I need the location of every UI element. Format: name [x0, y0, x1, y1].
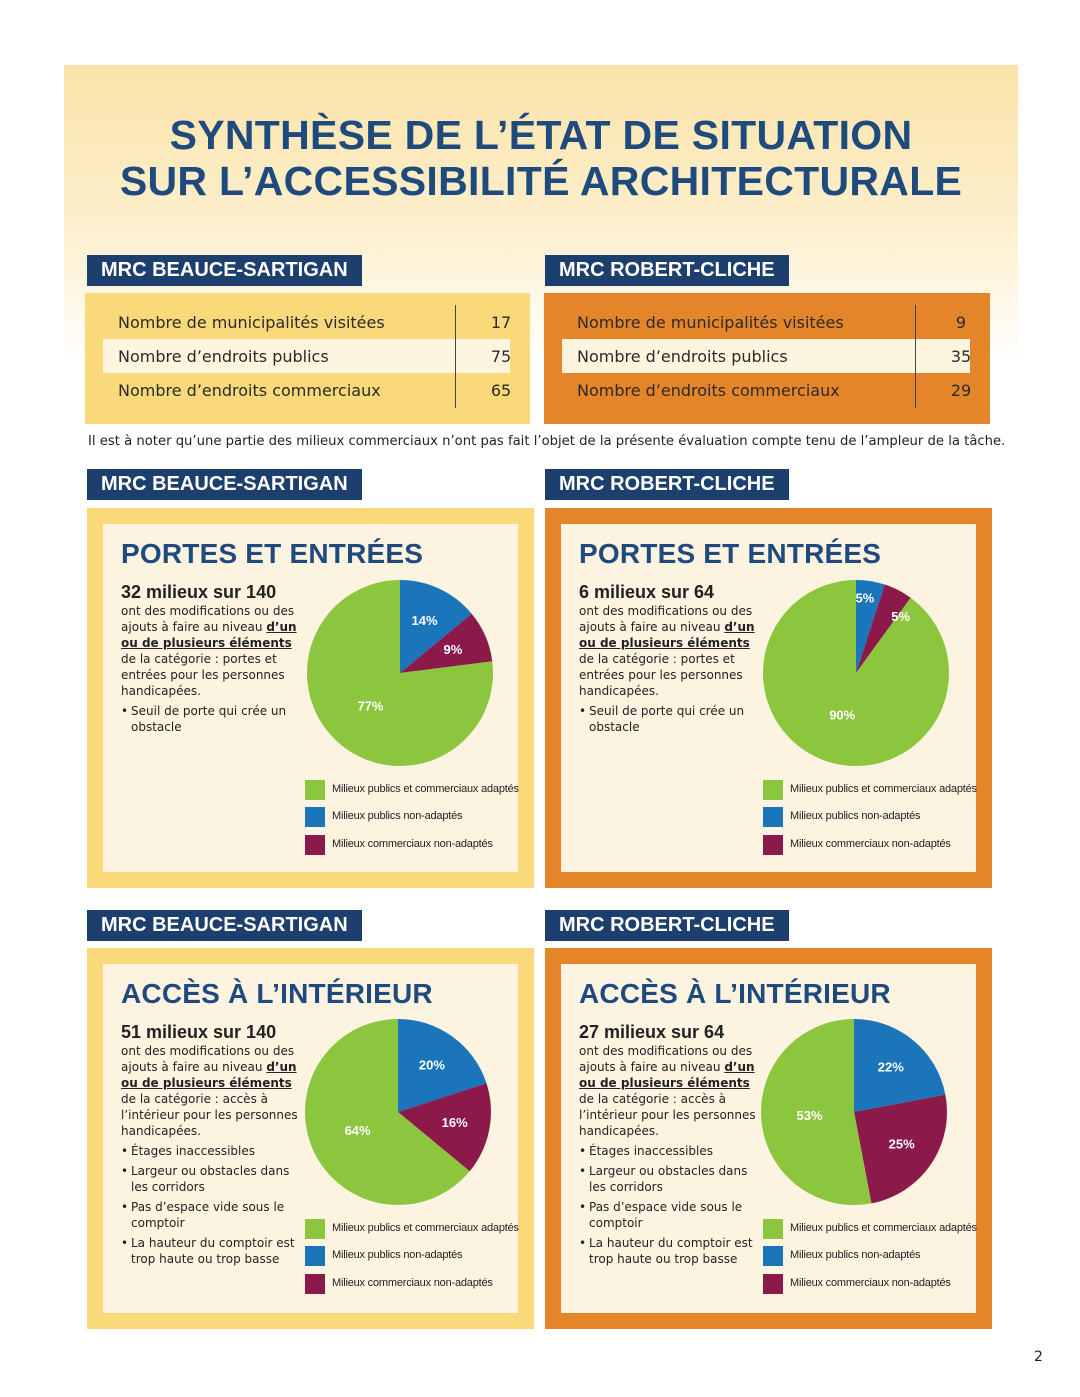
- mrc-robert-tag: MRC ROBERT-CLICHE: [545, 910, 789, 941]
- description: [121, 1043, 306, 1271]
- legend-swatch: [305, 780, 325, 800]
- pie-slice-adapted: [763, 580, 949, 766]
- pie-chart: [759, 1017, 949, 1207]
- panel-acces-robert: [545, 948, 992, 1329]
- pie-label-commercial-non: 25%: [888, 1136, 915, 1152]
- legend-swatch: [305, 1219, 325, 1239]
- legend-swatch: [305, 835, 325, 855]
- bullet-item: • Pas d’espace vide sous le comptoir: [121, 1199, 306, 1231]
- mrc-beauce-tag: MRC BEAUCE-SARTIGAN: [87, 469, 362, 500]
- bullet-item: • Largeur ou obstacles dans les corridors: [121, 1163, 306, 1195]
- panel-inner: [103, 964, 518, 1313]
- description: [121, 603, 306, 739]
- desc-text: de la catégorie : portes et entrées pour les personnes handicapées.: [121, 652, 285, 698]
- stats-robert: [544, 293, 990, 424]
- legend-label: Milieux commerciaux non-adaptés: [332, 838, 493, 850]
- divider: [915, 305, 916, 408]
- stat-label: Nombre d’endroits commerciaux: [577, 381, 840, 400]
- desc-emphasis: d’un ou de plusieurs éléments: [121, 620, 297, 650]
- pie-label-public-non: 22%: [877, 1059, 904, 1075]
- desc-emphasis: d’un ou de plusieurs éléments: [121, 1060, 297, 1090]
- bullet-item: • Étages inaccessibles: [579, 1143, 764, 1159]
- pie-chart: [303, 1017, 493, 1207]
- stat-label: Nombre d’endroits commerciaux: [118, 381, 381, 400]
- legend-swatch: [763, 835, 783, 855]
- legend-label: Milieux publics et commerciaux adaptés: [790, 783, 977, 795]
- pie-label-adapted: 64%: [344, 1123, 371, 1139]
- legend-label: Milieux commerciaux non-adaptés: [790, 1277, 951, 1289]
- stat-value: 75: [490, 347, 512, 366]
- mrc-beauce-tag: MRC BEAUCE-SARTIGAN: [87, 910, 362, 941]
- stat-label: Nombre de municipalités visitées: [118, 313, 385, 332]
- pie-label-public-non: 14%: [411, 612, 438, 628]
- title-line-2: SUR L’ACCESSIBILITÉ ARCHITECTURALE: [119, 158, 963, 204]
- count-headline: 51 milieux sur 140: [121, 1022, 277, 1042]
- pie-label-commercial-non: 5%: [891, 609, 911, 625]
- stat-row-commercial: [103, 373, 510, 407]
- bullet-item: • Seuil de porte qui crée un obstacle: [579, 703, 764, 735]
- bullet-list: [121, 1143, 306, 1267]
- stat-label: Nombre d’endroits publics: [118, 347, 329, 366]
- count-headline: 32 milieux sur 140: [121, 582, 277, 602]
- desc-text: de la catégorie : portes et entrées pour les personnes handicapées.: [579, 652, 743, 698]
- mrc-robert-tag: MRC ROBERT-CLICHE: [545, 255, 789, 286]
- stat-row-public: [103, 339, 510, 373]
- legend-swatch: [763, 780, 783, 800]
- stat-value: 65: [490, 381, 512, 400]
- mrc-robert-tag: MRC ROBERT-CLICHE: [545, 469, 789, 500]
- pie-label-adapted: 90%: [829, 707, 856, 723]
- page-title: [64, 112, 1018, 204]
- section-title: ACCÈS À L’INTÉRIEUR: [121, 978, 433, 1009]
- stat-label: Nombre de municipalités visitées: [577, 313, 844, 332]
- stat-row-commercial: [562, 373, 970, 407]
- legend-swatch: [763, 807, 783, 827]
- pie-label-adapted: 77%: [357, 698, 384, 714]
- bullet-item: • Largeur ou obstacles dans les corridors: [579, 1163, 764, 1195]
- bullet-item: • La hauteur du comptoir est trop haute ou trop basse: [121, 1235, 306, 1267]
- stat-value: 29: [950, 381, 972, 400]
- stat-row-municipalities: [103, 305, 510, 339]
- desc-text: de la catégorie : accès à l’intérieur pour les personnes handicapées.: [121, 1092, 298, 1138]
- bullet-item: • Étages inaccessibles: [121, 1143, 306, 1159]
- footnote: Il est à noter qu’une partie des milieux commerciaux n’ont pas fait l’objet de la présente évaluation compte tenu de l’ampleur de la tâche.: [88, 434, 1006, 449]
- stats-beauce: [85, 293, 530, 424]
- bullet-list: [579, 703, 764, 735]
- panel-acces-beauce: [87, 948, 534, 1329]
- desc-text: ont des modifications ou des ajouts à faire au niveau: [121, 604, 295, 634]
- mrc-beauce-tag: MRC BEAUCE-SARTIGAN: [87, 255, 362, 286]
- legend-swatch: [763, 1219, 783, 1239]
- legend-label: Milieux publics non-adaptés: [332, 1249, 463, 1261]
- legend-swatch: [305, 807, 325, 827]
- desc-emphasis: d’un ou de plusieurs éléments: [579, 1060, 755, 1090]
- legend-label: Milieux publics non-adaptés: [790, 1249, 921, 1261]
- desc-text: ont des modifications ou des ajouts à faire au niveau: [579, 604, 753, 634]
- legend-swatch: [763, 1246, 783, 1266]
- pie-chart: [761, 578, 951, 768]
- bullet-list: [579, 1143, 764, 1267]
- count-headline: 6 milieux sur 64: [579, 582, 715, 602]
- stat-value: 17: [490, 313, 512, 332]
- panel-inner: [561, 524, 976, 872]
- legend-label: Milieux publics non-adaptés: [790, 810, 921, 822]
- section-title: PORTES ET ENTRÉES: [579, 538, 882, 569]
- legend-swatch: [305, 1246, 325, 1266]
- legend-swatch: [763, 1274, 783, 1294]
- desc-text: de la catégorie : accès à l’intérieur pour les personnes handicapées.: [579, 1092, 756, 1138]
- stat-label: Nombre d’endroits publics: [577, 347, 788, 366]
- legend-label: Milieux commerciaux non-adaptés: [332, 1277, 493, 1289]
- bullet-item: • La hauteur du comptoir est trop haute ou trop basse: [579, 1235, 764, 1267]
- desc-text: ont des modifications ou des ajouts à faire au niveau: [579, 1044, 753, 1074]
- pie-label-public-non: 5%: [855, 590, 875, 606]
- legend-label: Milieux publics et commerciaux adaptés: [332, 1222, 519, 1234]
- stat-value: 35: [950, 347, 972, 366]
- count-headline: 27 milieux sur 64: [579, 1022, 725, 1042]
- stat-value: 9: [955, 313, 967, 332]
- panel-inner: [103, 524, 518, 872]
- pie-label-commercial-non: 9%: [443, 642, 463, 658]
- stat-row-public: [562, 339, 970, 373]
- legend-label: Milieux publics et commerciaux adaptés: [790, 1222, 977, 1234]
- page-number: 2: [1034, 1349, 1043, 1365]
- section-title: ACCÈS À L’INTÉRIEUR: [579, 978, 891, 1009]
- legend-label: Milieux commerciaux non-adaptés: [790, 838, 951, 850]
- pie-chart: [305, 578, 495, 768]
- pie-label-commercial-non: 16%: [441, 1114, 468, 1130]
- pie-label-adapted: 53%: [796, 1108, 823, 1124]
- stat-row-municipalities: [562, 305, 970, 339]
- bullet-list: [121, 703, 306, 735]
- title-line-1: SYNTHÈSE DE L’ÉTAT DE SITUATION: [169, 112, 913, 158]
- bullet-item: • Seuil de porte qui crée un obstacle: [121, 703, 306, 735]
- pie-label-public-non: 20%: [418, 1057, 445, 1073]
- divider: [455, 305, 456, 408]
- section-title: PORTES ET ENTRÉES: [121, 538, 424, 569]
- panel-portes-beauce: [87, 508, 534, 888]
- description: [579, 1043, 764, 1271]
- panel-portes-robert: [545, 508, 992, 888]
- description: [579, 603, 764, 739]
- legend-label: Milieux publics et commerciaux adaptés: [332, 783, 519, 795]
- desc-text: ont des modifications ou des ajouts à faire au niveau: [121, 1044, 295, 1074]
- bullet-item: • Pas d’espace vide sous le comptoir: [579, 1199, 764, 1231]
- legend-label: Milieux publics non-adaptés: [332, 810, 463, 822]
- legend-swatch: [305, 1274, 325, 1294]
- desc-emphasis: d’un ou de plusieurs éléments: [579, 620, 755, 650]
- panel-inner: [561, 964, 976, 1313]
